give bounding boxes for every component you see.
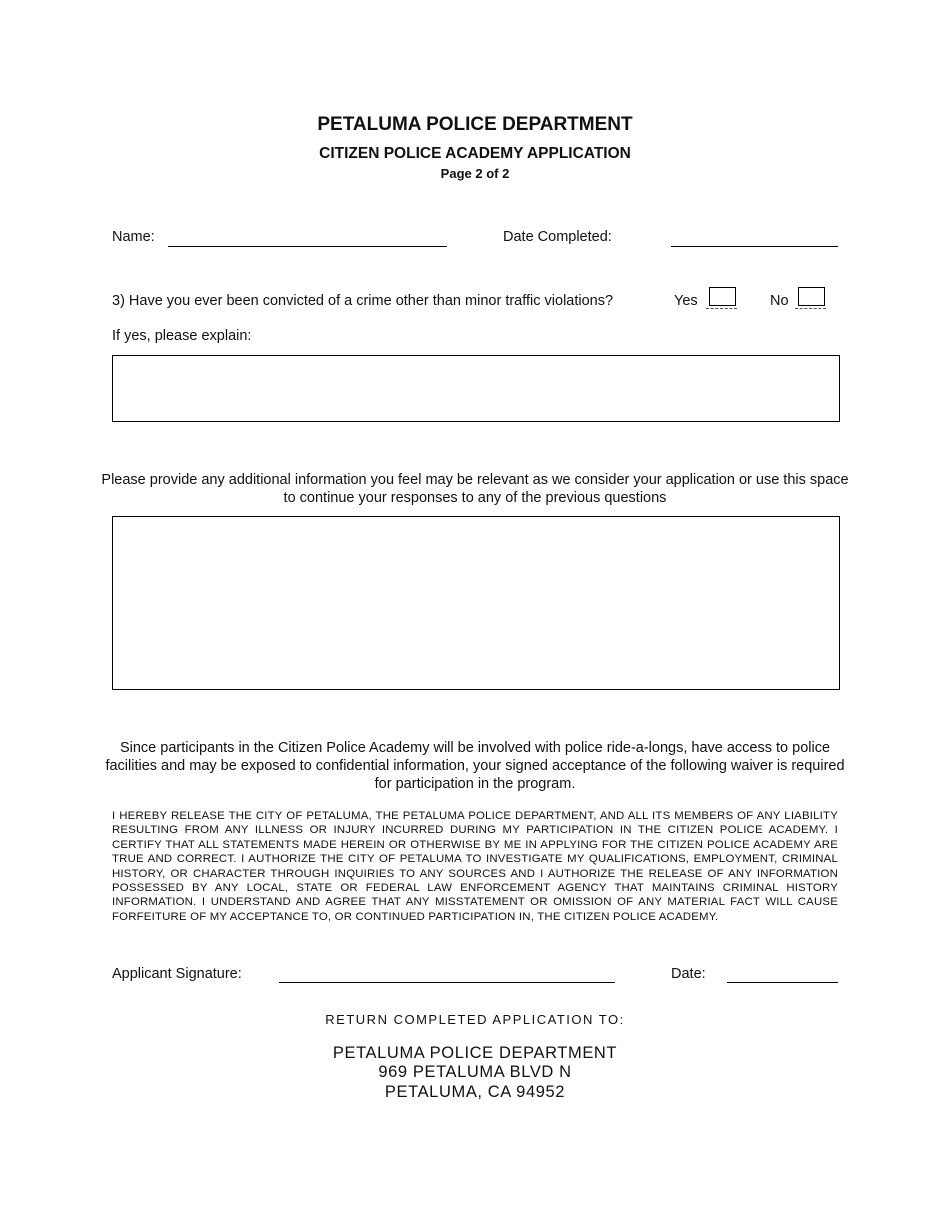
name-label: Name: xyxy=(112,229,155,245)
yes-checkbox-underline xyxy=(706,308,737,309)
no-checkbox[interactable] xyxy=(798,287,825,306)
explain-textbox[interactable] xyxy=(112,355,840,422)
no-label: No xyxy=(770,293,789,309)
additional-info-textbox[interactable] xyxy=(112,516,840,690)
additional-info-prompt: Please provide any additional information you feel may be relevant as we consider your application or use this space to continue your responses to any of the previous questions xyxy=(101,472,849,506)
no-checkbox-underline xyxy=(795,308,826,309)
form-title: CITIZEN POLICE ACADEMY APPLICATION xyxy=(319,145,631,162)
return-address-line-3: PETALUMA, CA 94952 xyxy=(384,1083,566,1101)
signature-date-field[interactable] xyxy=(727,982,838,983)
yes-label: Yes xyxy=(674,293,698,309)
date-completed-field[interactable] xyxy=(671,246,838,247)
page-indicator: Page 2 of 2 xyxy=(440,166,510,181)
applicant-signature-field[interactable] xyxy=(279,982,615,983)
signature-date-label: Date: xyxy=(671,966,706,982)
department-title: PETALUMA POLICE DEPARTMENT xyxy=(317,114,633,135)
yes-checkbox[interactable] xyxy=(709,287,736,306)
return-address-line-1: PETALUMA POLICE DEPARTMENT xyxy=(332,1044,618,1062)
explain-label: If yes, please explain: xyxy=(112,328,252,344)
name-field[interactable] xyxy=(168,246,447,247)
date-completed-label: Date Completed: xyxy=(503,229,612,245)
return-label: RETURN COMPLETED APPLICATION TO: xyxy=(325,1012,625,1027)
waiver-intro: Since participants in the Citizen Police Academy will be involved with police ride-a-longs, have access to police facilities and may be exposed to confidential information, your signed acceptance of the following waiver is required for participation in the program. xyxy=(105,740,845,792)
applicant-signature-label: Applicant Signature: xyxy=(112,966,242,982)
question-3-text: 3) Have you ever been convicted of a crime other than minor traffic violations? xyxy=(112,293,614,309)
waiver-legal-text: I HEREBY RELEASE THE CITY OF PETALUMA, THE PETALUMA POLICE DEPARTMENT, AND ALL ITS MEMBERS OF ANY LIABILITY RESULTING FROM ANY ILLNESS OR INJURY INCURRED DURING MY PARTICIPATION IN THE CITIZEN POLICE ACADEMY. I CERTIFY THAT ALL STATEMENTS MADE HEREIN OR OTHERWISE BY ME IN APPLYING FOR THE CITIZEN POLICE ACADEMY ARE TRUE AND CORRECT. I AUTHORIZE THE CITY OF PETALUMA TO INVESTIGATE MY QUALIFICATIONS, EMPLOYMENT, CRIMINAL HISTORY, OR CHARACTER THROUGH INQUIRIES TO ANY SOURCES AND I AUTHORIZE THE RELEASE OF ANY INFORMATION POSSESSED BY ANY LOCAL, STATE OR FEDERAL LAW ENFORCEMENT AGENCY THAT MAINTAINS CRIMINAL HISTORY INFORMATION. I UNDERSTAND AND AGREE THAT ANY MISSTATEMENT OR OMISSION OF ANY MATERIAL FACT WILL CAUSE FORFEITURE OF MY ACCEPTANCE TO, OR CONTINUED PARTICIPATION IN, THE CITIZEN POLICE ACADEMY. xyxy=(112,810,838,923)
return-address-line-2: 969 PETALUMA BLVD N xyxy=(378,1063,572,1081)
